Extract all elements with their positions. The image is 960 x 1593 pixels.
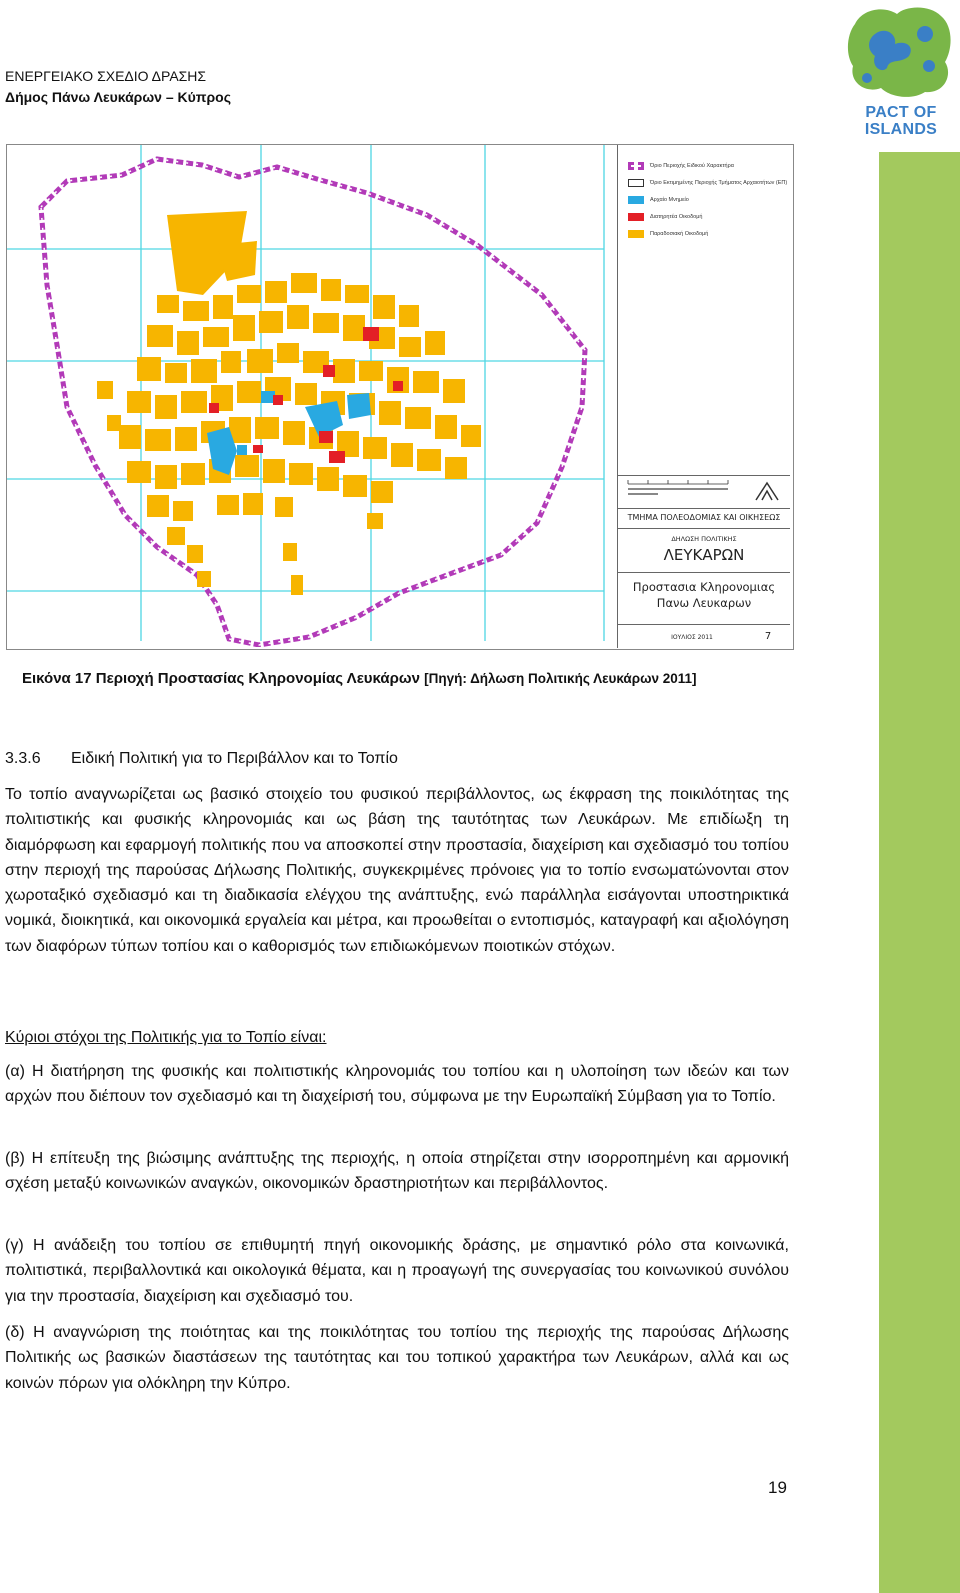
- goal-c-paragraph: (γ) Η ανάδειξη του τοπίου σε επιθυμητή πηγή οικονομικής δράσης, με σημαντικό ρόλο στα κοινωνικά, πολιτιστικά, περιβαλλοντικά και οικολογικά θέματα, και η προαγωγή της συνεργασίας του κοινωνικού συνόλου για την προστασία, διαχείριση και σχεδιασμό του.: [5, 1237, 789, 1305]
- legend-label: Διατηρητέα Οικοδομή: [650, 214, 703, 220]
- title-block-plan-title-1: Προστασια Κληρονομιας: [632, 580, 776, 594]
- legend-swatch-outline: [628, 179, 644, 187]
- legend-item: [628, 227, 787, 241]
- map-title-block: [617, 475, 790, 648]
- title-block-divider: [618, 624, 790, 625]
- decorative-sidebar: [879, 152, 960, 1593]
- legend-label: Όριο Περιοχής Ειδικού Χαρακτήρα: [650, 163, 734, 169]
- title-block-department: ΤΜΗΜΑ ΠΟΛΕΟΔΟΜΙΑΣ ΚΑΙ ΟΙΚΗΣΕΩΣ: [627, 513, 781, 522]
- title-block-date: ΙΟΥΛΙΟΣ 2011: [671, 634, 713, 641]
- figure-caption-source: [Πηγή: Δήλωση Πολιτικής Λευκάρων 2011]: [424, 671, 697, 686]
- legend-label: Όριο Εκτιμημένης Περιοχής Τμήματος Αρχαιοτήτων (ΕΠ): [650, 180, 788, 186]
- legend-item: [628, 176, 787, 190]
- title-block-place: ΛΕΥΚΑΡΩΝ: [663, 546, 745, 564]
- title-block-sheet-number: 7: [764, 631, 772, 642]
- page-number: 19: [768, 1478, 787, 1497]
- intro-paragraph: Το τοπίο αναγνωρίζεται ως βασικό στοιχείο του φυσικού περιβάλλοντος, ως έκφραση της ποικιλότητας της πολιτιστικής και φυσικής κληρονομιάς και ως βάση της ταυτότητας των Λευκάρων. Με επιδίωξη τη διαμόρφωση και εφαρμογή πολιτικής που να αποσκοπεί στην προστασία, διαχείριση και σχεδιασμό του τοπίου στην περιοχή της παρούσας Δήλωσης Πολιτικής, συγκεκριμένες πρόνοιες για το τοπίο ενσωματώνονται στον χωροταξικό σχεδιασμό και τη διαδικασία ελέγχου της ανάπτυξης, ενώ παράλληλα εισάγονται υποστηρικτικά νομικά, διοικητικά, και οικονομικά εργαλεία και μέτρα, και προωθείται ο εντοπισμός, καταγραφή και αξιολόγηση των διαφόρων τύπων τοπίου και ο καθορισμός των επιδιωκόμενων ποιοτικών στόχων.: [5, 786, 789, 955]
- legend-swatch-listed-building: [628, 213, 644, 221]
- heritage-map-figure: [6, 144, 794, 650]
- title-block-divider: [618, 528, 790, 529]
- legend-item: [628, 159, 787, 173]
- section-title: Ειδική Πολιτική για το Περιβάλλον και το Τοπίο: [71, 750, 398, 767]
- title-block-policy-label: ΔΗΛΩΣΗ ΠΟΛΙΤΙΚΗΣ: [671, 535, 737, 543]
- section-number: 3.3.6: [5, 750, 41, 767]
- figure-caption: [22, 670, 697, 687]
- legend-item: [628, 210, 787, 224]
- legend-swatch-traditional-building: [628, 230, 644, 238]
- legend-swatch-boundary: [628, 162, 644, 170]
- header-municipality: Δήμος Πάνω Λευκάρων – Κύπρος: [5, 89, 231, 105]
- title-block-divider: [618, 508, 790, 509]
- goal-a-paragraph: (α) Η διατήρηση της φυσικής και πολιτιστικής κληρονομιάς του τοπίου και η υλοποίηση των ιδεών και των αρχών που διέπουν τον σχεδιασμό και τη διαχείρισή του, σύμφωνα με την Ευρωπαϊκή Σύμβαση για το Τοπίο.: [5, 1063, 789, 1106]
- logo-island-graphic: [845, 4, 957, 100]
- pact-of-islands-logo: [845, 4, 957, 140]
- logo-text-line1: PACT OF: [865, 104, 937, 121]
- title-block-plan-title-2: Πανω Λευκαρων: [656, 596, 752, 610]
- goals-heading: Κύριοι στόχοι της Πολιτικής για το Τοπίο είναι:: [5, 1029, 327, 1046]
- map-drawing: [7, 145, 617, 647]
- document-header: [5, 66, 231, 108]
- logo-text-line2: ISLANDS: [864, 121, 938, 138]
- header-title: ΕΝΕΡΓΕΙΑΚΟ ΣΧΕΔΙΟ ΔΡΑΣΗΣ: [5, 68, 207, 84]
- legend-label: Παραδοσιακή Οικοδομή: [650, 231, 709, 237]
- legend-item: [628, 193, 787, 207]
- legend-swatch-monument: [628, 196, 644, 204]
- legend-label: Αρχαίο Μνημείο: [650, 197, 689, 203]
- section-heading: [5, 748, 398, 770]
- north-arrow-icon: [754, 480, 780, 502]
- figure-caption-title: Εικόνα 17 Περιοχή Προστασίας Κληρονομίας Λευκάρων: [22, 670, 420, 687]
- title-block-divider: [618, 572, 790, 573]
- goal-d-paragraph: (δ) Η αναγνώριση της ποιότητας και της ποικιλότητας του τοπίου της περιοχής της παρούσας Δήλωσης Πολιτικής ως βασικών διαστάσεων της ταυτότητας και του τοπικού χαρακτήρα των Λευκάρων, αλλά και ως κοινών πόρων για ολόκληρη την Κύπρο.: [5, 1324, 789, 1392]
- goal-b-paragraph: (β) Η επίτευξη της βιώσιμης ανάπτυξης της περιοχής, η οποία στηρίζεται στην ισορροπημένη και αρμονική σχέση μεταξύ κοινωνικών αναγκών, οικονομικών δραστηριοτήτων και περιβάλλοντος.: [5, 1150, 789, 1193]
